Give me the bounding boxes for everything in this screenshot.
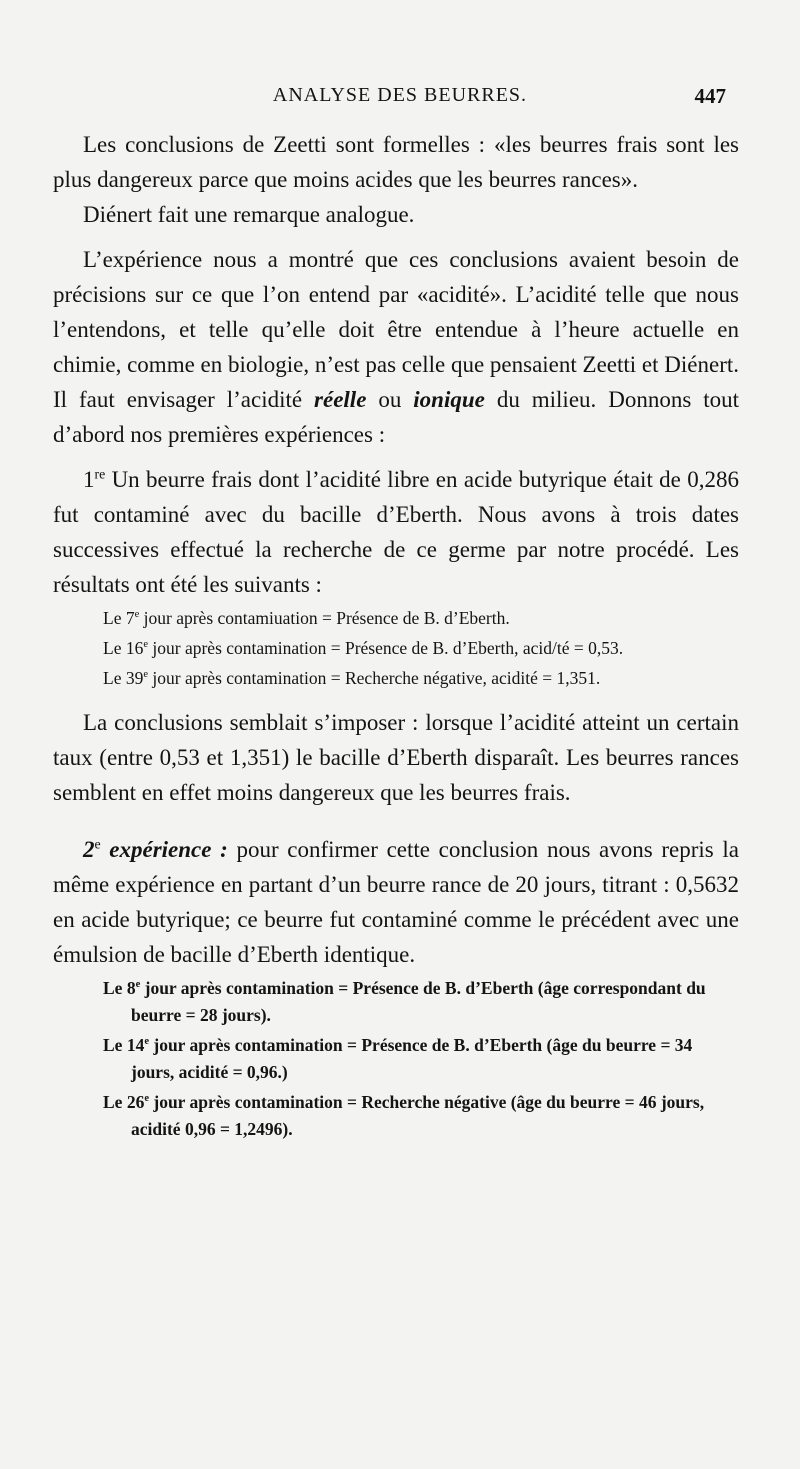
- paragraph-zeetti-conclusions: Les conclusions de Zeetti sont formelles : «les beurres frais sont les plus dangereux parce que moins acides que les beurres rances».: [53, 132, 739, 192]
- paragraph-conclusion: La conclusions semblait s’imposer : lorsque l’acidité atteint un certain taux (entre 0,53 et 1,351) le bacille d’Eberth disparaît. Les beurres rances semblent en effet moins dangereux que les beurres frais.: [53, 710, 739, 805]
- exp1-text: Un beurre frais dont l’acidité libre en acide butyrique était de 0,286 fut contaminé avec du bacille d’Eberth. Nous avons à trois dates successives effectué la recherche de ce germe par notre procédé. Les résultats ont été les suivants :: [53, 467, 739, 597]
- result-item: Le 26e jour après contamination = Recherche négative (âge du beurre = 46 jours, acidité 0,96 = 1,2496).: [103, 1092, 705, 1139]
- body-text: [53, 127, 739, 1146]
- experiment-2-results: [53, 975, 739, 1143]
- result-item: Le 7e jour après contamiuation = Présence de B. d’Eberth.: [103, 608, 510, 628]
- exp2-number-sup: e: [94, 836, 101, 852]
- exp2-text: pour confirmer cette conclusion nous avons repris la même expérience en partant d’un beurre rance de 20 jours, titrant : 0,5632 en acide butyrique; ce beurre fut contaminé comme le précédent avec une émulsion de bacille d’Eberth identique.: [53, 837, 739, 967]
- page-header: [0, 84, 800, 124]
- paragraph-dienert: Diénert fait une remarque analogue.: [83, 202, 415, 227]
- acidity-text-b: ou: [366, 387, 414, 412]
- exp2-label: expérience :: [100, 837, 228, 862]
- paragraph-experiment-2: [53, 832, 739, 972]
- page-number: 447: [694, 84, 726, 108]
- running-title: ANALYSE DES BEURRES.: [272, 84, 528, 106]
- acidity-text-a: L’expérience nous a montré que ces conclusions avaient besoin de précisions sur ce que l’on entend par «acidité». L’acidité telle que nous l’entendons, et telle qu’elle doit être entendue à l’heure actuelle en chimie, comme en biologie, n’est pas celle que pensaient Zeetti et Diénert. Il faut envisager l’acidité: [53, 247, 739, 412]
- result-item: Le 8e jour après contamination = Présence de B. d’Eberth (âge correspondant du beurre = 28 jours).: [103, 978, 706, 1025]
- result-item: Le 14e jour après contamination = Présence de B. d’Eberth (âge du beurre = 34 jours, acidité = 0,96.): [103, 1035, 693, 1082]
- acidity-text-c: du milieu. Donnons tout d’abord nos premières expériences :: [53, 387, 739, 447]
- result-item: Le 39e jour après contamination = Recherche négative, acidité = 1,351.: [103, 668, 601, 688]
- exp2-number: 2: [83, 837, 95, 862]
- exp1-number: 1: [83, 467, 95, 492]
- result-item: Le 16e jour après contamination = Présence de B. d’Eberth, acid/té = 0,53.: [103, 638, 624, 658]
- experiment-1-results: [53, 605, 739, 692]
- paragraph-acidity-definition: [53, 242, 739, 452]
- term-reelle: réelle: [314, 387, 367, 412]
- paragraph-experiment-1: [53, 462, 739, 602]
- term-ionique: ionique: [413, 387, 485, 412]
- exp1-number-sup: re: [94, 466, 106, 482]
